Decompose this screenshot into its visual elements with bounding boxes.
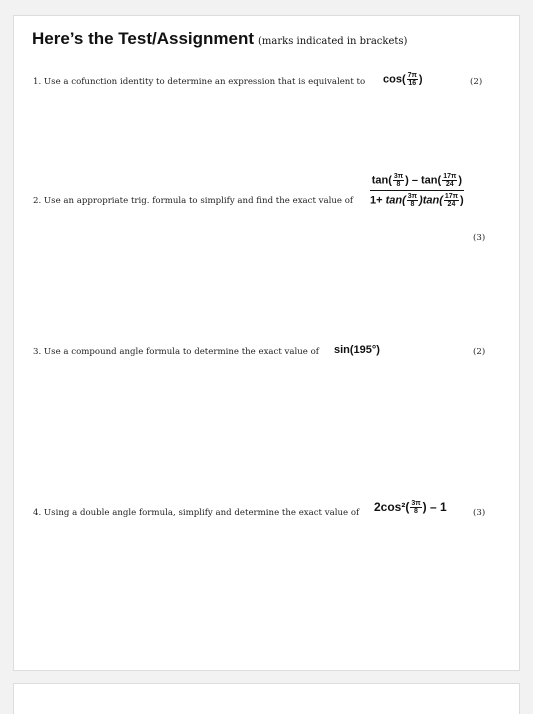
q4-close: ) – 1 <box>422 500 447 514</box>
q2-bot-close: ) <box>460 194 464 207</box>
q2-numerator-expression <box>370 173 464 191</box>
question-1-expression <box>383 72 423 87</box>
question-2-marks: (3) <box>473 233 486 243</box>
question-4-text: 4. Using a double angle formula, simplify and determine the exact value of <box>33 508 360 518</box>
q2-top-num2: 17π <box>443 173 457 180</box>
q1-fraction <box>407 72 418 87</box>
q2-top-frac1 <box>393 173 404 188</box>
q2-bot-num1: 3π <box>407 193 418 200</box>
q2-top-num1: 3π <box>393 173 404 180</box>
q4-fraction <box>410 500 421 515</box>
q4-denominator: 8 <box>414 508 418 516</box>
question-3-marks: (2) <box>473 347 486 357</box>
q2-bot-frac2 <box>444 193 459 208</box>
q1-fn: cos( <box>383 73 406 86</box>
question-3-expression: sin(195°) <box>334 344 380 356</box>
q2-bot-mid: )tan( <box>419 194 443 207</box>
q2-denominator-expression <box>370 191 464 208</box>
q2-top-frac2 <box>442 173 457 188</box>
q2-bot-frac1 <box>407 193 418 208</box>
page-title <box>32 29 407 49</box>
q2-bot-den2: 24 <box>447 201 456 208</box>
q2-top-close: ) <box>458 174 463 187</box>
question-2-text: 2. Use an appropriate trig. formula to simplify and find the exact value of <box>33 196 354 206</box>
next-page <box>14 684 519 714</box>
q1-close: ) <box>418 73 423 86</box>
title-subtitle: (marks indicated in brackets) <box>258 36 408 47</box>
q2-bot-prefix: 1+ <box>370 194 386 207</box>
q2-top-fn1: tan( <box>371 174 392 187</box>
q1-numerator: 7π <box>407 72 417 79</box>
q2-top-den1: 8 <box>396 181 401 188</box>
title-text: Here’s the Test/Assignment <box>32 29 255 48</box>
q4-fn: 2cos²( <box>374 500 410 514</box>
q1-denominator: 16 <box>408 80 417 87</box>
document-page <box>14 16 519 670</box>
q4-numerator: 3π <box>411 500 421 508</box>
question-4-marks: (3) <box>473 508 486 518</box>
q2-bot-den1: 8 <box>410 201 415 208</box>
q2-bot-fn1: tan( <box>385 194 406 207</box>
q2-top-den2: 24 <box>445 181 454 188</box>
question-3-text: 3. Use a compound angle formula to determine the exact value of <box>33 347 319 357</box>
q2-bot-num2: 17π <box>444 193 459 200</box>
q2-top-mid: ) – tan( <box>405 174 442 187</box>
question-2-expression <box>370 173 464 208</box>
question-1-marks: (2) <box>470 77 483 87</box>
question-1-text: 1. Use a cofunction identity to determine an expression that is equivalent to <box>33 77 366 87</box>
question-4-expression <box>374 500 447 515</box>
